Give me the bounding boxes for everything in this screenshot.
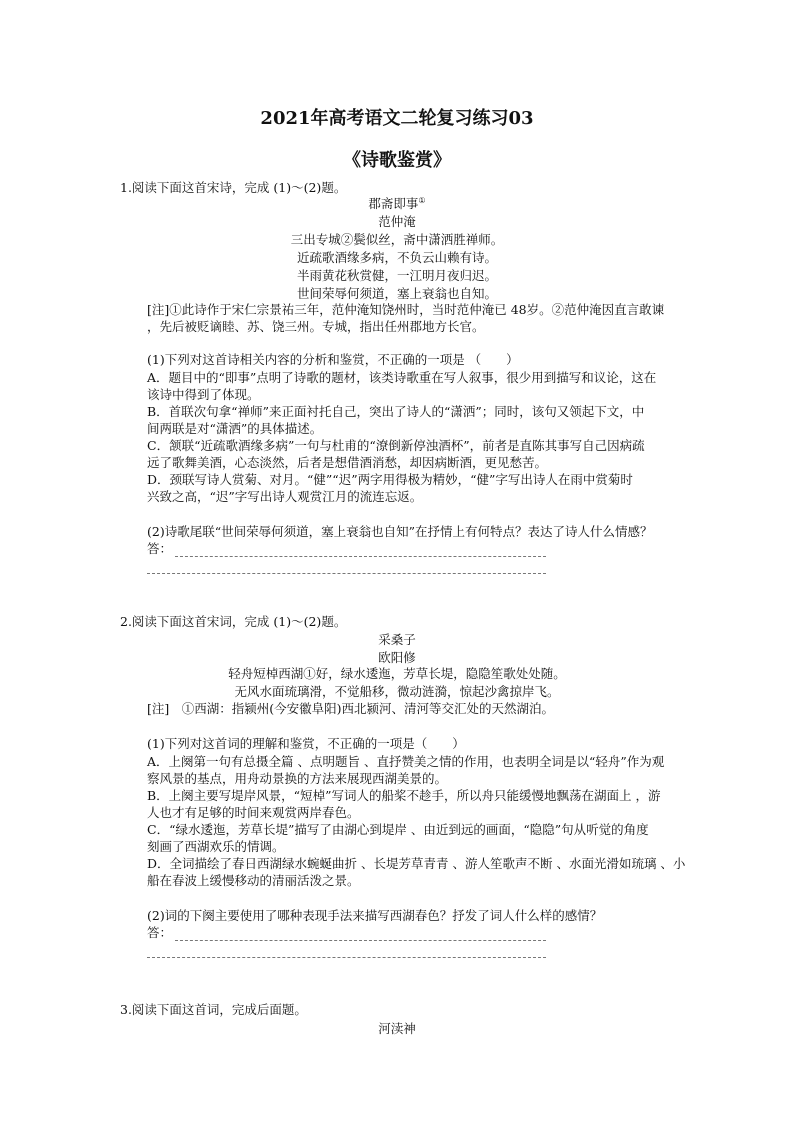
- q1-poem-line-2: 近疏歌酒缘多病，不负云山赖有诗。: [296, 250, 497, 265]
- q2-poem-author: 欧阳修: [378, 650, 416, 665]
- q1-option-a-line-1: A．题目中的“即事”点明了诗歌的题材，该类诗歌重在写人叙事，很少用到描写和议论，这在: [147, 370, 657, 385]
- q1-answer-line-2[interactable]: [147, 573, 546, 574]
- page-title: 2021年高考语文二轮复习练习03: [260, 108, 534, 129]
- q1-poem-line-4: 世间荣辱何须道，塞上衰翁也自知。: [296, 286, 497, 301]
- q1-poem-title-note: ①: [418, 195, 426, 205]
- q2-sub2-question: (2)词的下阕主要使用了哪种表现手法来描写西湖春色？抒发了词人什么样的感情？: [147, 908, 603, 923]
- q1-option-a-line-2: 该诗中得到了体现。: [147, 387, 260, 402]
- q1-option-c-line-2: 远了歌舞美酒，心态淡然，后者是想借酒消愁，却因病断酒，更见愁苦。: [147, 455, 548, 470]
- q2-option-d-line-1: D．全词描绘了春日西湖绿水蜿蜒曲折 、长堤芳草青青 、游人笙歌声不断 、水面光滑如琉璃 、小: [147, 856, 686, 871]
- q2-option-c-line-1: C．“绿水逶迤，芳草长堤”描写了由湖心到堤岸 、由近到远的画面，“隐隐”句从听觉的角度: [147, 822, 649, 837]
- q1-answer-label: 答：: [147, 541, 173, 556]
- q2-option-c-line-2: 刻画了西湖欢乐的情调。: [147, 839, 285, 854]
- q1-sub2-question: (2)诗歌尾联“世间荣辱何须道，塞上衰翁也自知”在抒情上有何特点？表达了诗人什么情感？: [147, 524, 653, 539]
- q2-poem-line-2: 无风水面琉璃滑，不觉船移，微动涟漪，惊起沙禽掠岸飞。: [234, 684, 560, 699]
- q1-intro: 1.阅读下面这首宋诗，完成 (1)～(2)题。: [120, 180, 347, 195]
- q3-poem-title: 河渎神: [378, 1021, 416, 1036]
- q1-option-d-line-2: 兴致之高，“迟”字写出诗人观赏江月的流连忘返。: [147, 489, 423, 504]
- q2-note: [注] ①西湖：指颍州(今安徽阜阳)西北颍河、清河等交汇处的天然湖泊。: [147, 701, 555, 716]
- q1-option-b-line-2: 间两联是对“潇洒”的具体描述。: [147, 421, 323, 436]
- q1-option-c-line-1: C．颔联“近疏歌酒缘多病”一句与杜甫的“潦倒新停浊酒杯”，前者是直陈其事写自己因病疏: [147, 438, 645, 453]
- q1-note-line-1: [注]①此诗作于宋仁宗景祐三年，范仲淹知饶州时，当时范仲淹已 48岁。②范仲淹因直言敢谏: [147, 302, 665, 317]
- q2-answer-line-1[interactable]: [175, 940, 546, 941]
- q1-poem-line-1: 三出专城②鬓似丝，斋中潇洒胜禅师。: [290, 232, 504, 247]
- q1-note-line-2: ，先后被贬谪睦、苏、饶三州。专城，指出任州郡地方长官。: [147, 319, 485, 334]
- q1-poem-author: 范仲淹: [378, 214, 416, 229]
- q2-sub1-question: (1)下列对这首词的理解和鉴赏，不正确的一项是（ ）: [147, 736, 465, 751]
- q2-answer-label: 答：: [147, 925, 173, 940]
- q1-sub1-question: (1)下列对这首诗相关内容的分析和鉴赏，不正确的一项是 （ ）: [147, 352, 519, 367]
- q1-poem-line-3: 半雨黄花秋赏健，一江明月夜归迟。: [296, 268, 497, 283]
- page-subtitle: 《诗歌鉴赏》: [343, 150, 451, 171]
- q1-option-d-line-1: D．颈联写诗人赏菊、对月。“健”“迟”两字用得极为精妙，“健”字写出诗人在雨中赏菊时: [147, 472, 633, 487]
- q2-poem-title: 采桑子: [378, 632, 416, 647]
- q2-option-d-line-2: 船在春波上缓慢移动的清丽活泼之景。: [147, 873, 360, 888]
- q2-option-b-line-1: B．上阕主要写堤岸风景，“短棹”写词人的船桨不趁手，所以舟只能缓慢地飘荡在湖面上 ，游: [147, 788, 661, 803]
- q2-option-b-line-2: 人也才有足够的时间来观赏两岸春色。: [147, 805, 360, 820]
- q1-option-b-line-1: B．首联次句拿“禅师”来正面衬托自己，突出了诗人的“潇洒”；同时，该句又领起下文，中: [147, 404, 645, 419]
- q1-answer-line-1[interactable]: [175, 556, 546, 557]
- q2-poem-line-1: 轻舟短棹西湖①好，绿水逶迤，芳草长堤，隐隐笙歌处处随。: [228, 666, 566, 681]
- q2-intro: 2.阅读下面这首宋词，完成 (1)～(2)题。: [120, 614, 347, 629]
- q2-answer-line-2[interactable]: [147, 957, 546, 958]
- q1-poem-title-text: 郡斋即事: [368, 196, 419, 211]
- q3-intro: 3.阅读下面这首词，完成后面题。: [120, 1002, 307, 1017]
- q2-option-a-line-2: 察风景的基点，用舟动景换的方法来展现西湖美景的。: [147, 771, 448, 786]
- q1-poem-title: [0, 196, 794, 212]
- q2-option-a-line-1: A．上阕第一句有总摄全篇 、点明题旨 、直抒赞美之情的作用，也表明全词是以“轻舟”作为观: [147, 754, 665, 769]
